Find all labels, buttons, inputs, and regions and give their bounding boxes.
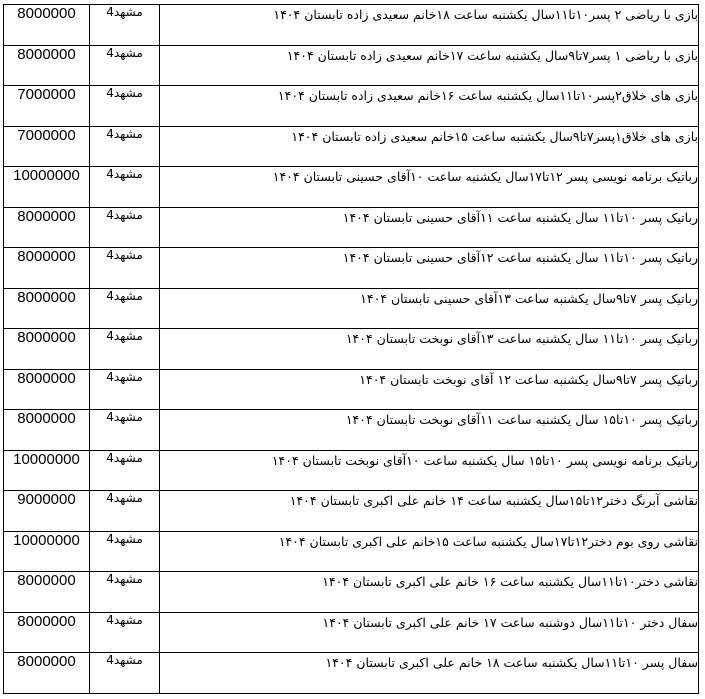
branch-cell: مشهد4	[90, 207, 160, 248]
course-title-cell	[160, 572, 699, 613]
table-row	[4, 207, 699, 248]
price-cell: 8000000	[4, 653, 90, 694]
course-title-cell	[160, 653, 699, 694]
branch-cell: مشهد4	[90, 369, 160, 410]
price-cell: 8000000	[4, 5, 90, 46]
course-title: نقاشی روی بوم دختر۱۲تا۱۷سال یکشنبه ساعت ۱۵خانم علی اکبری تابستان ۱۴۰۴	[278, 533, 698, 549]
course-table	[3, 4, 699, 694]
price-cell: 8000000	[4, 572, 90, 613]
branch-cell: مشهد4	[90, 126, 160, 167]
table-row	[4, 491, 699, 532]
branch-cell: مشهد4	[90, 653, 160, 694]
price-cell: 10000000	[4, 531, 90, 572]
course-title-cell	[160, 410, 699, 451]
table-row	[4, 612, 699, 653]
branch-cell: مشهد4	[90, 531, 160, 572]
course-title-cell	[160, 450, 699, 491]
branch-cell: مشهد4	[90, 491, 160, 532]
price-cell: 9000000	[4, 491, 90, 532]
table-row	[4, 86, 699, 127]
branch-cell: مشهد4	[90, 5, 160, 46]
course-title-cell	[160, 45, 699, 86]
branch-cell: مشهد4	[90, 410, 160, 451]
course-title-cell	[160, 5, 699, 46]
price-cell: 10000000	[4, 450, 90, 491]
price-cell: 8000000	[4, 329, 90, 370]
course-title-cell	[160, 167, 699, 208]
course-title: رباتیک پسر ۱۰تا۱۵ سال یکشنبه ساعت ۱۱آقای نوبخت تابستان ۱۴۰۴	[345, 412, 698, 427]
course-title: رباتیک پسر ۱۰تا۱۱ سال یکشنبه ساعت ۱۲آقای حسینی تابستان ۱۴۰۴	[342, 250, 698, 265]
table-row	[4, 531, 699, 572]
course-title: رباتیک پسر ۷تا۹سال یکشنبه ساعت ۱۳آقای حسینی تابستان ۱۴۰۴	[360, 290, 698, 306]
price-cell: 7000000	[4, 86, 90, 127]
table-row	[4, 653, 699, 694]
course-table-body	[4, 5, 699, 694]
course-title: رباتیک پسر ۷تا۹سال یکشنبه ساعت ۱۲ آقای نوبخت تابستان ۱۴۰۴	[359, 371, 698, 387]
course-title-cell	[160, 126, 699, 167]
branch-cell: مشهد4	[90, 572, 160, 613]
table-row	[4, 45, 699, 86]
course-title-cell	[160, 531, 699, 572]
course-title-cell	[160, 491, 699, 532]
course-title: سفال پسر ۱۰تا۱۱سال یکشنبه ساعت ۱۸ خانم علی اکبری تابستان ۱۴۰۴	[325, 655, 698, 670]
branch-cell: مشهد4	[90, 167, 160, 208]
course-title-cell	[160, 329, 699, 370]
price-cell: 8000000	[4, 248, 90, 289]
branch-cell: مشهد4	[90, 86, 160, 127]
course-title: بازی با ریاضی ۲ پسر۱۰تا۱۱سال یکشنبه ساعت ۱۸خانم سعیدی زاده تابستان ۱۴۰۴	[273, 7, 698, 22]
table-row	[4, 126, 699, 167]
branch-cell: مشهد4	[90, 45, 160, 86]
branch-cell: مشهد4	[90, 248, 160, 289]
course-title: رباتیک پسر ۱۰تا۱۱ سال یکشنبه ساعت ۱۱آقای حسینی تابستان ۱۴۰۴	[342, 209, 698, 225]
table-row	[4, 450, 699, 491]
table-row	[4, 167, 699, 208]
course-title: رباتیک برنامه نویسی پسر ۱۰تا۱۵ سال یکشنبه ساعت ۱۰آقای نوبخت تابستان ۱۴۰۴	[271, 452, 698, 468]
course-title-cell	[160, 612, 699, 653]
branch-cell: مشهد4	[90, 329, 160, 370]
table-row	[4, 410, 699, 451]
price-cell: 8000000	[4, 207, 90, 248]
course-title: نقاشی آبرنگ دختر۱۲تا۱۵سال یکشنبه ساعت ۱۴ خانم علی اکبری تابستان ۱۴۰۴	[289, 493, 698, 508]
course-title: نقاشی دختر۱۰تا۱۱سال یکشنبه ساعت ۱۶ خانم علی اکبری تابستان ۱۴۰۴	[322, 574, 698, 589]
price-cell: 8000000	[4, 612, 90, 653]
course-title-cell	[160, 207, 699, 248]
branch-cell: مشهد4	[90, 612, 160, 653]
price-cell: 10000000	[4, 167, 90, 208]
branch-cell: مشهد4	[90, 450, 160, 491]
price-cell: 7000000	[4, 126, 90, 167]
table-row	[4, 5, 699, 46]
course-title: رباتیک پسر ۱۰تا۱۱ سال یکشنبه ساعت ۱۳آقای نوبخت تابستان ۱۴۰۴	[345, 331, 698, 346]
branch-cell: مشهد4	[90, 288, 160, 329]
table-row	[4, 248, 699, 289]
course-title-cell	[160, 288, 699, 329]
table-row	[4, 288, 699, 329]
course-title: بازی های خلاق۱پسر۷تا۹سال یکشنبه ساعت ۱۵خانم سعیدی زاده تابستان ۱۴۰۴	[291, 128, 698, 144]
course-title-cell	[160, 86, 699, 127]
course-title-cell	[160, 369, 699, 410]
course-title-cell	[160, 248, 699, 289]
price-cell: 8000000	[4, 45, 90, 86]
price-cell: 8000000	[4, 369, 90, 410]
price-cell: 8000000	[4, 410, 90, 451]
table-row	[4, 329, 699, 370]
price-cell: 8000000	[4, 288, 90, 329]
table-row	[4, 369, 699, 410]
course-title: رباتیک برنامه نویسی پسر ۱۲تا۱۷سال یکشنبه ساعت ۱۰آقای حسینی تابستان ۱۴۰۴	[272, 169, 698, 184]
table-row	[4, 572, 699, 613]
course-title: بازی های خلاق۲پسر۱۰تا۱۱سال یکشنبه ساعت ۱۶خانم سعیدی زاده تابستان ۱۴۰۴	[277, 88, 698, 103]
course-title: بازی با ریاضی ۱ پسر۷تا۹سال یکشنبه ساعت ۱۷خانم سعیدی زاده تابستان ۱۴۰۴	[286, 47, 698, 63]
course-title: سفال دختر ۱۰تا۱۱سال دوشنبه ساعت ۱۷ خانم علی اکبری تابستان ۱۴۰۴	[322, 614, 698, 630]
course-price-sheet	[3, 4, 699, 694]
